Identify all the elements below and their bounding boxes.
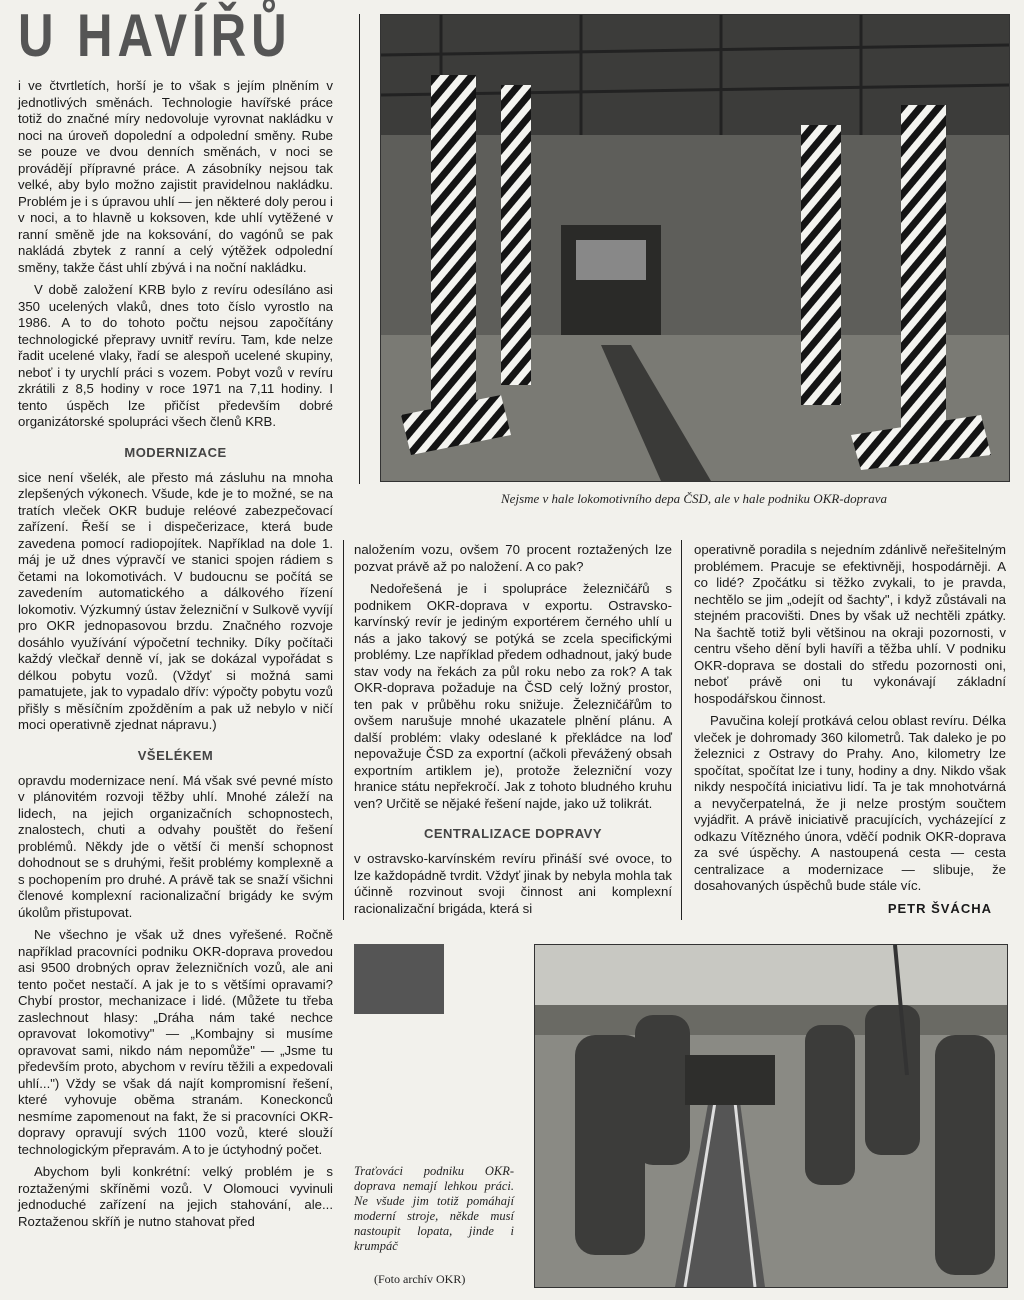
section-heading: MODERNIZACE [124,444,227,460]
paragraph: v ostravsko-karvínském revíru přináší své ovoce, to lze každopádně tvrdit. Vždyť jinak by nebyla mohla tak účinně rozvinout svoji činnost ani komplexní racionalizační brigáda, která si [354,851,672,916]
decorative-block [354,944,444,1014]
photo2-caption: Traťováci podniku OKR-doprava nemají lehkou práci. Ne všude jim totiž pomáhají moderní stroje, někde musí nastoupit lopata, jinde i krumpáč [354,1164,514,1253]
author-signature: PETR ŠVÁCHA [887,900,992,916]
column-divider [359,14,360,484]
column-left [18,78,333,1236]
column-right [694,542,1006,916]
paragraph: V době založení KRB bylo z revíru odesíláno asi 350 ucelených vlaků, dnes toto číslo vyrostlo na 1986. A to do tohoto počtu nejsou započítány technologické přepravy uvnitř revíru. Tam, kde nelze řadit ucelené vlaky, řadí se alespoň ucelené skupiny, neboť i ty urychlí práci s vozem. Pobyt vozů v revíru zkrátili z 8,5 hodiny v roce 1971 na 7,11 hodiny. I tento úspěch lze přičíst především dobré organizátorské spolupráci všech členů KRB. [18,282,333,429]
column-middle [354,542,672,923]
section-heading: CENTRALIZACE DOPRAVY [423,826,603,841]
column-divider [343,540,344,920]
paragraph: naložením vozu, ovšem 70 procent roztažených lze pozvat právě až po naložení. A co pak? [354,542,672,574]
article-title: U HAVÍŘŮ [18,2,292,69]
column-divider [681,540,682,920]
paragraph: Pavučina kolejí protkává celou oblast revíru. Délka vleček je dohromady 360 kilometrů. Tak daleko je po železnici z Ostravy do Prahy. Ano, kilometry lze spočítat, spočítat lze i tuny, hodiny a dny. Nikdo však nikdy nespočítá iniciativu lidí. Ta je tak mnohotvárná a nevyčerpatelná, že ji nelze prostým součtem vyjádřit. A právě iniciativě pracujících, vycházející z odkazu Vítězného února, vděčí podnik OKR-doprava za své úspěchy. A nastoupená cesta — cesta centralizace a modernizace — slibuje, že dosahovaných úspěchů bude stále víc. [694,713,1006,893]
photo1-caption: Nejsme v hale lokomotivního depa ČSD, ale v hale podniku OKR-doprava [501,491,887,506]
paragraph: opravdu modernizace není. Má však své pevné místo v plánovitém rozvoji těžby uhlí. Mnohé záleží na lidech, na jejich organizačních schopnostech, znalostech, chuti a odvahy pouštět do řešení problémů. Někdy jde o větší či menší schopnost dohodnout se s druhými, řešit problémy komplexně a s pochopením pro druhé. A právě tak se snaží všichni členové komplexní racionalizační brigády ke svým úkolům přistupovat. [18,772,333,920]
track-illustration [535,945,1007,1287]
section-heading: VŠELÉKEM [137,747,214,763]
paragraph: i ve čtvrtletích, horší je to však s jejím plněním v jednotlivých směnách. Technologie havířské práce totiž do značné míry nedovoluje vyrovnat nakládku v noci na úroveň dopolední a odpolední směny. Rube se pouze ve dvou denních směnách, v noci se provádějí přípravné práce. A zásobníky nejsou tak velké, aby bylo možno zajistit pravidelnou nakládku. Problém je i s úpravou uhlí — jen některé doly perou i v noci, a to hlavně u koksoven, kde uhlí vytěžené v ranní směně jde na koksování, do vagónů se pak nakládá zbytek z ranní a celý výtěžek odpolední směny, takže část uhlí zbývá i na noční nakládku. [18,78,333,275]
paragraph: Ne všechno je však už dnes vyřešené. Ročně například pracovníci podniku OKR-doprava provedou asi 9500 drobných oprav železničních vozů, ale ani tento počet nestačí. A jak je to s většími opravami? Chybí prostor, mechanizace i lidé. (Můžete tu třeba zaslechnout hlasy: „Dráha nám také nechce opravovat lokomotivy" — „Kombajny si musíme opravovat sami, nikdo nám nepomůže" — „Jsme tu především proto, abychom v revíru těžili a expedovali uhlí...") Vždy se však dá najít kompromisní řešení, které vyhovuje oběma stranám. Koneckonců nesmíme zapomenout na fakt, že si pracovníci OKR-dopravy opravují svých 1100 vozů, které slouží technologickým přepravám. A to je úctyhodný počet. [18,927,333,1157]
paragraph: Nedořešená je i spolupráce železničářů s podnikem OKR-doprava v exportu. Ostravsko-karvínský revír je jediným exportérem černého uhlí u nás a jako takový se potýká se zcela specifickými problémy. Lze například předem odhadnout, jaký bude stav vody na řekách za půl roku nebo za rok? A tak OKR-doprava požaduje na ČSD celý ložný prostor, ten pak v průběhu roku snižuje. Železničářům to ovšem narušuje mnohé ukazatele plnění plánu. A další problém: vlaky odeslané k překládce na loď nepovažuje ČSD za exportní (ačkoli převážený obsah exportním artiklem je), protože železniční vozy hranice státu nepřekročí. Jak z tohoto bludného kruhu ven? Určitě se nějaké řešení najde, jako už tolikrát. [354,581,672,811]
paragraph: sice není všelék, ale přesto má zásluhu na mnoha zlepšených výkonech. Všude, kde je to možné, se na tratích vleček OKR buduje reléové zabezpečovací zařízení. Řeší se i dispečerizace, která bude zavedena pomocí radiopojítek. Například na dole 1. máj je už dnes výpravčí ve stanici spojen rádiem s četami na lokomotivách. V budoucnu se počítá se zavedením automatického a dálkového řízení lokomotiv. Výzkumný ústav železniční v Sulkově vyvíjí pro OKR jednopasovou brzdu. Značného rozvoje dosáhlo využívání výpočetní techniky. Díky počítači každý vlečkař denně ví, jak se dokázal vypořádat s délkou pobytu vozů. (Vždyť si možná sami pamatujete, jak to vypadalo dřív: výpočty pobytu vozů přišly s měsíčním zpožděním a pak už nebylo v ničí moci operativně zjednat nápravu.) [18,469,333,732]
photo2-credit: (Foto archív OKR) [374,1272,466,1286]
paragraph: operativně poradila s nejedním zdánlivě neřešitelným problémem. Pracuje se efektivněji, hospodárněji. A co lidé? Zpočátku si těžko zvykali, to je pravda, nechtělo se jim „odejít od šachty", i když zůstávali na stejném pracovišti. Dnes by však už nechtěli zpátky. Na šachtě totiž byli většinou na okraji pozornosti, v centru všeho dění byli havíři a těžba uhlí. V podniku OKR-doprava se dostali do středu pozornosti oni, neboť právě oni tu vykonávají základní hospodářskou činnost. [694,542,1006,706]
photo-locomotive-depot [380,14,1010,482]
depot-illustration [381,15,1009,481]
paragraph: Abychom byli konkrétní: velký problém je s roztaženými skříněmi vozů. V Olomouci vyvinuli jednoduché zařízení na jejich stahování, ale... Roztaženou skříň je nutno stahovat před [18,1164,333,1229]
photo-track-workers [534,944,1008,1288]
